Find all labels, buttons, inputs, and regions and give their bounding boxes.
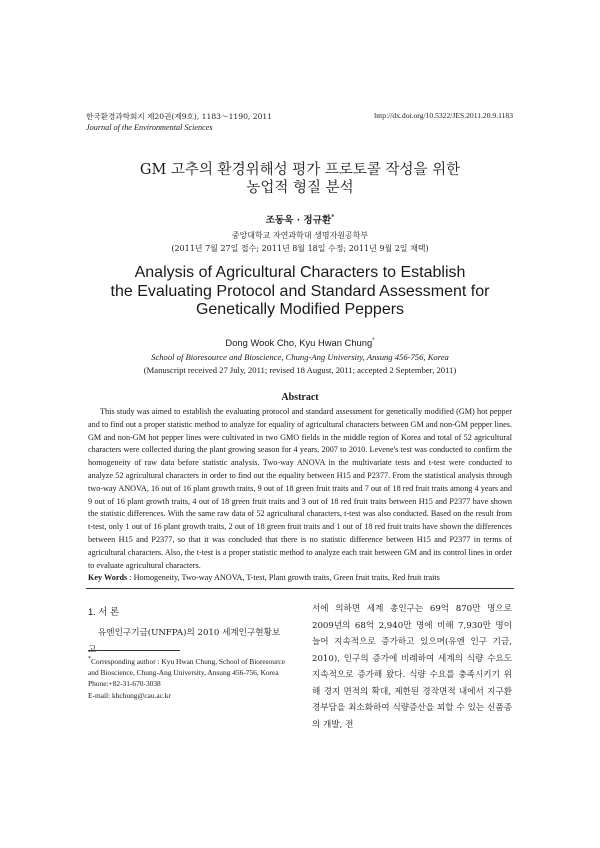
english-title-line-1: Analysis of Agricultural Characters to Establish xyxy=(134,264,466,281)
journal-citation-ko: 한국환경과학회지 제20권(제9호), 1183～1190, 2011 xyxy=(86,112,273,121)
english-authors xyxy=(0,337,600,348)
footnote-email[interactable]: E-mail: khchung@cau.ac.kr xyxy=(88,690,171,700)
abstract-heading: Abstract xyxy=(281,392,319,403)
keywords xyxy=(88,573,512,582)
korean-author-names: 조동욱 · 정규환 xyxy=(265,215,332,226)
abstract-body: This study was aimed to establish the evaluating protocol and standard assessment for genetically modified (GM) hot pepper and to find out a proper statistic method to analyze for equality of agricultural characters between GM and non-GM pepper lines. GM and non-GM hot pepper lines were cultivated in two GMO fields in the middle region of Korea and total of 52 agricultural characters were collected during the plant growing season for 4 years, 2007 to 2010. Levene's test was conducted to confirm the homogeneity of raw data before statistic analysis. Two-way ANOVA in the multivariate tests and t-test were conducted to analyze 52 agricultural characters in order to find out the equality between H15 and P2377. From the statistical analysis through two-way ANOVA, 16 out of 16 plant growth traits, 9 out of 18 green fruit traits and 7 out of 18 red fruit traits among 4 years and 9 out of 16 plant growth traits, 4 out of 18 green fruit traits and 3 out of 18 red fruit traits between H15 and P2377 have shown the statistic differences. With the same raw data of 52 agricultural characters, t-test was also conducted. Based on the result from t-test, only 1 out of 16 plant growth traits, 2 out of 18 green fruit traits and 1 out of 18 red fruit traits have shown the differences between H15 and P2377, so that it was concluded that there is no statistic difference between H15 and P2377 in terms of agricultural characters. Also, the t-test is a proper statistic method to analyze each trait between GM and its control lines in order to evaluate agricultural characters. xyxy=(88,407,512,570)
doi-link[interactable]: http://dx.doi.org/10.5322/JES.2011.20.9.1183 xyxy=(374,111,513,120)
korean-title xyxy=(0,161,600,197)
korean-dates: (2011년 7월 27일 접수; 2011년 8월 18일 수정; 2011년 9월 2일 채택) xyxy=(171,244,429,253)
korean-authors xyxy=(0,212,600,226)
running-header xyxy=(86,111,272,133)
introduction-right-column: 서에 의하면 세계 총인구는 69억 870만 명으로 2009년의 68억 2,940만 명에 비해 7,930만 명이 늘어 지속적으로 증가하고 있으며(유엔 인구 기금, 2010), 인구의 증가에 비례하여 세계의 식량 수요도 지속적으로 증가해 왔다. 식량 수요를 충족시키기 위해 경지 면적의 확대, 제한된 경작면적 내에서 지구환경부담을 최소화하여 식량증산을 꾀할 수 있는 신품종의 개발, 전 xyxy=(312,604,512,730)
footnote-author xyxy=(88,654,291,678)
english-author-names: Dong Wook Cho, Kyu Hwan Chung xyxy=(225,337,373,348)
english-title xyxy=(0,264,600,320)
introduction-left-column: 유엔인구기금(UNFPA)의 2010 세계인구현황보고 xyxy=(88,628,281,655)
english-author-mark: * xyxy=(372,338,375,344)
keywords-label: Key Words xyxy=(88,573,128,582)
footnote-author-text: Corresponding author : Kyu Hwan Chung, School of Bioresource and Bioscience, Chung-Ang University, Ansung 456-756, Korea xyxy=(88,657,285,678)
footnote-phone: Phone:+82-31-670-3038 xyxy=(88,679,161,689)
korean-title-line-1: GM 고추의 환경위해성 평가 프로토콜 작성을 위한 xyxy=(139,162,461,178)
english-title-line-3: Genetically Modified Peppers xyxy=(195,301,405,318)
keywords-separator: : xyxy=(127,573,134,582)
footnote-divider xyxy=(88,650,180,651)
english-title-line-2: the Evaluating Protocol and Standard Assessment for xyxy=(110,282,490,300)
section-divider xyxy=(86,588,514,589)
english-affiliation-block xyxy=(0,351,600,377)
section-heading-introduction: 1. 서 론 xyxy=(88,606,120,617)
keywords-text: Homogeneity, Two-way ANOVA, T-test, Plant growth traits, Green fruit traits, Red fruit traits xyxy=(133,573,440,582)
korean-author-mark: * xyxy=(331,214,335,221)
corresponding-author-footnote xyxy=(88,654,291,701)
english-dates: (Manuscript received 27 July, 2011; revised 18 August, 2011; accepted 2 September, 2011) xyxy=(143,365,457,375)
english-affiliation: School of Bioresource and Bioscience, Chung-Ang University, Ansung 456-756, Korea xyxy=(151,352,449,362)
korean-affiliation: 중앙대학교 자연과학대 생명자원공학부 xyxy=(231,231,369,240)
korean-title-line-2: 농업적 형질 분석 xyxy=(246,180,354,196)
footnote-mark: * xyxy=(88,656,91,662)
journal-name: Journal of the Environmental Sciences xyxy=(86,123,213,132)
korean-affiliation-block xyxy=(0,229,600,255)
